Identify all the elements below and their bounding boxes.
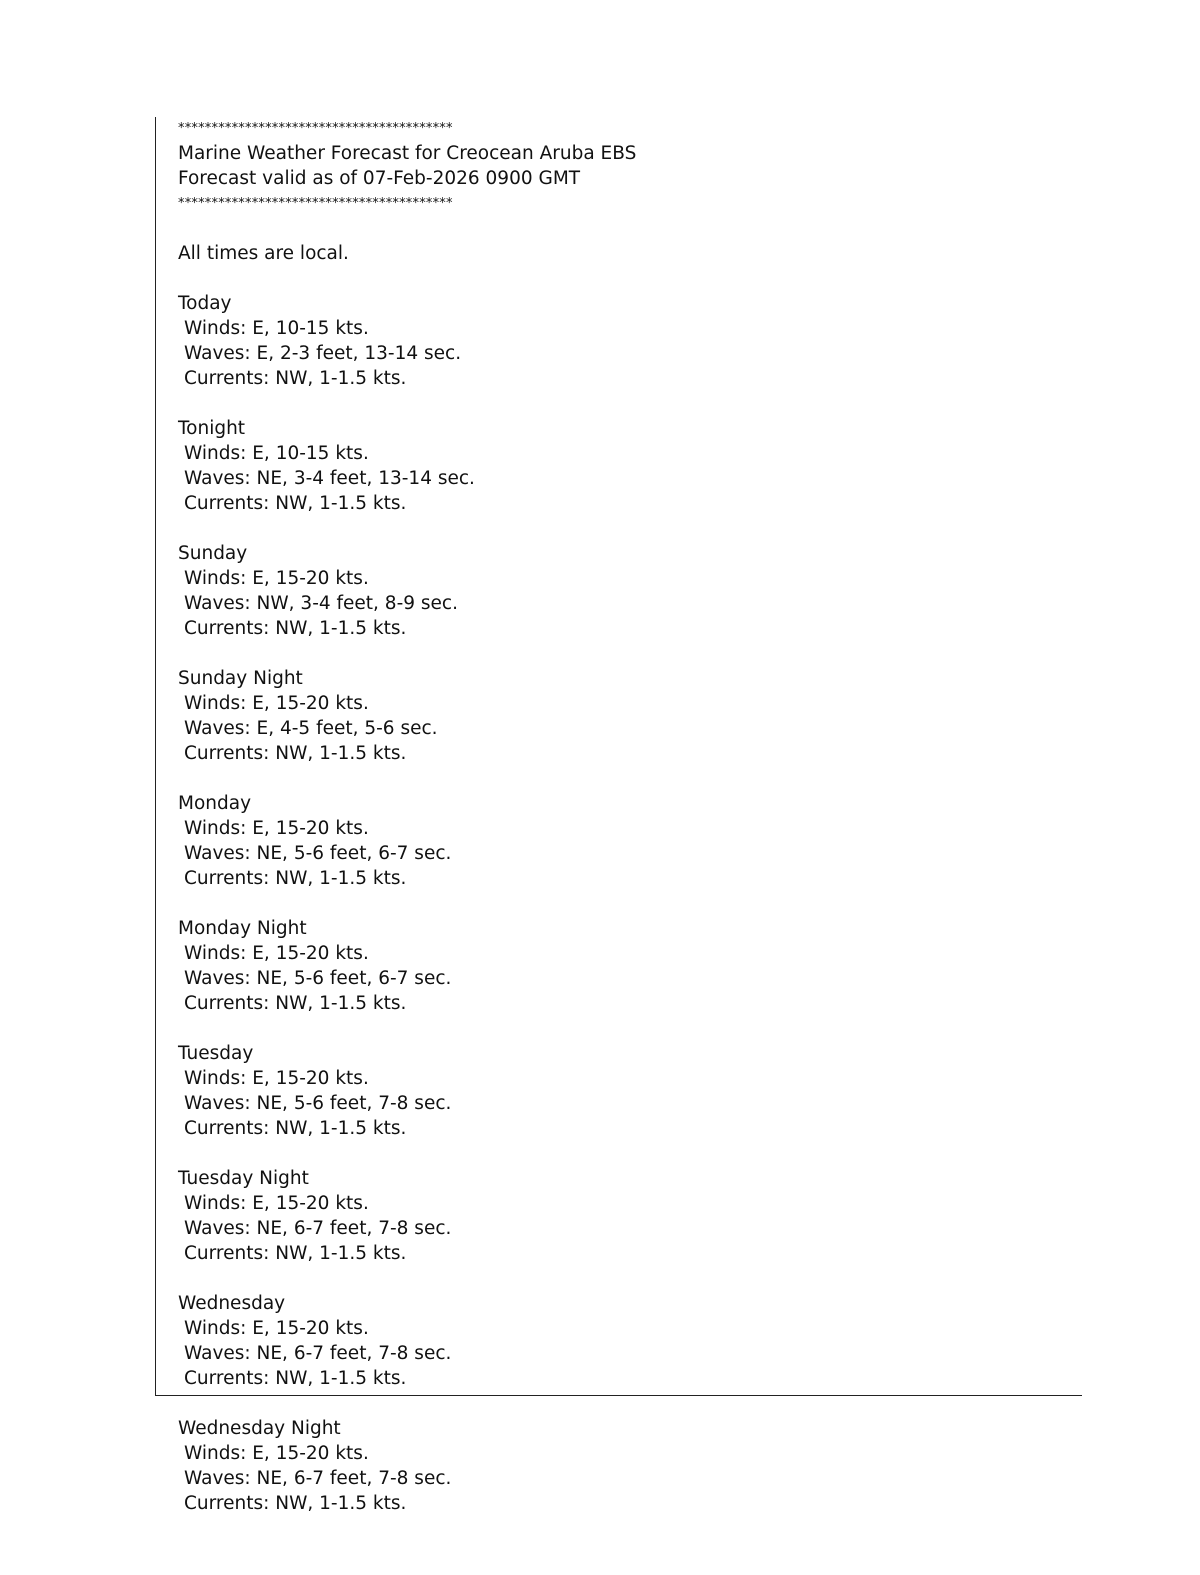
spacer <box>178 1141 1058 1166</box>
forecast-period <box>178 541 1058 666</box>
currents-line: Currents: NW, 1-1.5 kts. <box>184 1118 407 1139</box>
period-name: Sunday Night <box>178 668 303 689</box>
period-name: Tonight <box>178 418 246 439</box>
frame-left-border <box>155 117 156 1396</box>
waves-line: Waves: NE, 5-6 feet, 7-8 sec. <box>184 1093 452 1114</box>
header-stars-bottom: ***************************************** <box>178 196 453 211</box>
currents-line: Currents: NW, 1-1.5 kts. <box>184 868 407 889</box>
spacer <box>178 516 1058 541</box>
waves-line: Waves: NE, 3-4 feet, 13-14 sec. <box>184 468 475 489</box>
local-time-note: All times are local. <box>178 243 349 264</box>
waves-line: Waves: NE, 5-6 feet, 6-7 sec. <box>184 968 452 989</box>
period-name: Sunday <box>178 543 248 564</box>
spacer <box>178 391 1058 416</box>
period-name: Tuesday Night <box>178 1168 309 1189</box>
winds-line: Winds: E, 10-15 kts. <box>184 443 369 464</box>
currents-line: Currents: NW, 1-1.5 kts. <box>184 993 407 1014</box>
spacer <box>178 766 1058 791</box>
forecast-periods <box>178 291 1058 1516</box>
waves-line: Waves: NE, 6-7 feet, 7-8 sec. <box>184 1343 452 1364</box>
forecast-document <box>178 116 1058 1516</box>
forecast-period <box>178 1291 1058 1416</box>
currents-line: Currents: NW, 1-1.5 kts. <box>184 1368 407 1389</box>
period-name: Wednesday <box>178 1293 286 1314</box>
forecast-period <box>178 791 1058 916</box>
spacer <box>178 1016 1058 1041</box>
winds-line: Winds: E, 15-20 kts. <box>184 568 369 589</box>
waves-line: Waves: NE, 6-7 feet, 7-8 sec. <box>184 1468 452 1489</box>
forecast-period <box>178 291 1058 416</box>
winds-line: Winds: E, 15-20 kts. <box>184 1443 369 1464</box>
forecast-period <box>178 1166 1058 1291</box>
period-name: Monday Night <box>178 918 307 939</box>
period-name: Today <box>178 293 232 314</box>
currents-line: Currents: NW, 1-1.5 kts. <box>184 743 407 764</box>
currents-line: Currents: NW, 1-1.5 kts. <box>184 368 407 389</box>
spacer <box>178 1266 1058 1291</box>
header-stars-top: ***************************************** <box>178 121 453 136</box>
winds-line: Winds: E, 10-15 kts. <box>184 318 369 339</box>
winds-line: Winds: E, 15-20 kts. <box>184 693 369 714</box>
waves-line: Waves: NE, 6-7 feet, 7-8 sec. <box>184 1218 452 1239</box>
spacer <box>178 1391 1058 1416</box>
currents-line: Currents: NW, 1-1.5 kts. <box>184 1493 407 1514</box>
period-name: Monday <box>178 793 252 814</box>
spacer <box>178 266 1058 291</box>
spacer <box>178 891 1058 916</box>
winds-line: Winds: E, 15-20 kts. <box>184 1068 369 1089</box>
spacer <box>178 641 1058 666</box>
winds-line: Winds: E, 15-20 kts. <box>184 1318 369 1339</box>
currents-line: Currents: NW, 1-1.5 kts. <box>184 618 407 639</box>
forecast-period <box>178 1041 1058 1166</box>
forecast-period <box>178 666 1058 791</box>
period-name: Tuesday <box>178 1043 254 1064</box>
forecast-valid-time: Forecast valid as of 07-Feb-2026 0900 GMT <box>178 168 581 189</box>
winds-line: Winds: E, 15-20 kts. <box>184 1193 369 1214</box>
currents-line: Currents: NW, 1-1.5 kts. <box>184 493 407 514</box>
waves-line: Waves: E, 4-5 feet, 5-6 sec. <box>184 718 438 739</box>
waves-line: Waves: NW, 3-4 feet, 8-9 sec. <box>184 593 458 614</box>
forecast-period <box>178 416 1058 541</box>
forecast-period <box>178 1416 1058 1516</box>
waves-line: Waves: NE, 5-6 feet, 6-7 sec. <box>184 843 452 864</box>
winds-line: Winds: E, 15-20 kts. <box>184 818 369 839</box>
forecast-title: Marine Weather Forecast for Creocean Aruba EBS <box>178 143 637 164</box>
spacer <box>178 216 1058 241</box>
waves-line: Waves: E, 2-3 feet, 13-14 sec. <box>184 343 462 364</box>
forecast-period <box>178 916 1058 1041</box>
period-name: Wednesday Night <box>178 1418 341 1439</box>
currents-line: Currents: NW, 1-1.5 kts. <box>184 1243 407 1264</box>
winds-line: Winds: E, 15-20 kts. <box>184 943 369 964</box>
